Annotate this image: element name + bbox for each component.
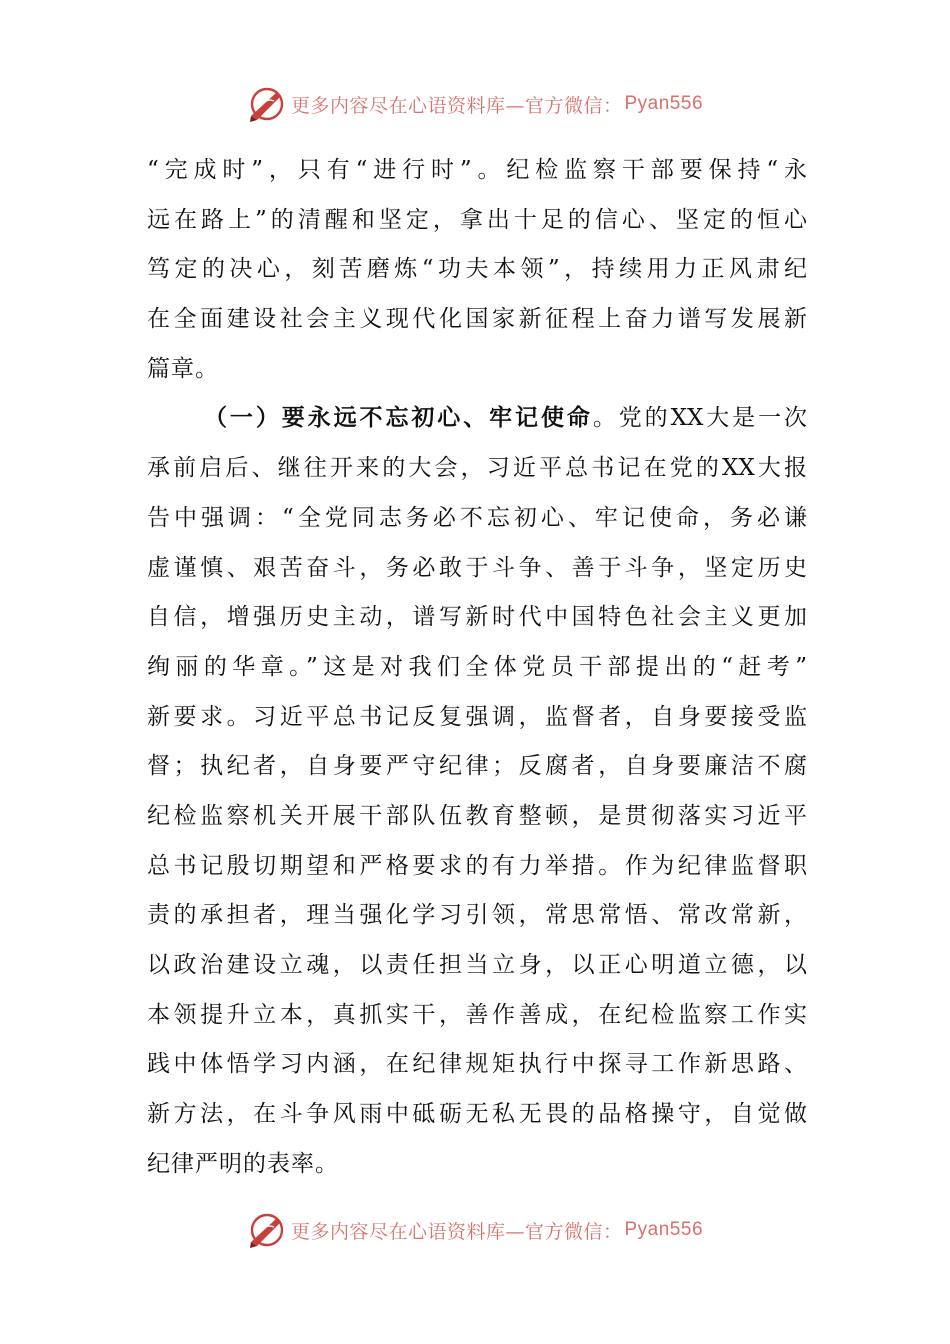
- paragraph-1: [147, 146, 807, 394]
- text-line: 笃定的决心，刻苦磨炼“功夫本领”，持续用力正风肃纪: [147, 256, 807, 283]
- text-line: 篇章。: [147, 355, 219, 382]
- text-line: 以政治建设立魂，以责任担当立身，以正心明道立德，以: [147, 952, 807, 978]
- text-line: 纪检监察机关开展干部队伍教育整顿，是贯彻落实习近平: [147, 802, 807, 829]
- text-line: 践中体悟学习内涵，在纪律规矩执行中探寻工作新思路、: [147, 1051, 807, 1078]
- pen-logo-icon: [247, 84, 287, 124]
- text-line: 告中强调：“全党同志务必不忘初心、牢记使命，务必谦: [147, 504, 807, 531]
- wechat-id: Pyan556: [624, 1219, 704, 1240]
- banner-text: 更多内容尽在心语资料库—官方微信：: [290, 94, 623, 117]
- heading-continuation: 。党的XX大是一次: [592, 405, 807, 432]
- text-line: 新要求。习近平总书记反复强调，监督者，自身要接受监: [147, 703, 807, 730]
- text-line: 总书记殷切期望和严格要求的有力举措。作为纪律监督职: [147, 852, 807, 879]
- header-banner: [0, 82, 950, 126]
- text-line: 本领提升立本，真抓实干，善作善成，在纪检监察工作实: [147, 1001, 807, 1028]
- text-line: 责的承担者，理当强化学习引领，常思常悟、常改常新，: [147, 902, 807, 929]
- paragraph-2: [147, 394, 807, 1189]
- text-line: 在全面建设社会主义现代化国家新征程上奋力谱写发展新: [147, 306, 807, 333]
- text-line: “完成时”，只有“进行时”。纪检监察干部要保持“永: [147, 157, 807, 183]
- text-line: 自信，增强历史主动，谱写新时代中国特色社会主义更加: [147, 604, 807, 631]
- section-heading: （一）要永远不忘初心、牢记使命: [204, 405, 593, 432]
- text-line: [147, 394, 807, 444]
- text-line: 承前启后、继往开来的大会，习近平总书记在党的XX大报: [147, 455, 807, 482]
- text-line: 纪律严明的表率。: [147, 1150, 339, 1177]
- text-line: 绚丽的华章。”这是对我们全体党员干部提出的“赶考”: [147, 653, 807, 680]
- banner-text: 更多内容尽在心语资料库—官方微信：: [290, 1220, 623, 1243]
- pen-logo-icon: [247, 1210, 287, 1250]
- document-body: [147, 146, 807, 1189]
- text-line: 远在路上”的清醒和坚定，拿出十足的信心、坚定的恒心: [147, 206, 807, 233]
- wechat-id: Pyan556: [624, 93, 704, 114]
- text-line: 虚谨慎、艰苦奋斗，务必敢于斗争、善于斗争，坚定历史: [147, 554, 807, 581]
- footer-banner: [0, 1208, 950, 1252]
- text-line: 新方法，在斗争风雨中砥砺无私无畏的品格操守，自觉做: [147, 1101, 807, 1128]
- text-line: 督；执纪者，自身要严守纪律；反腐者，自身要廉洁不腐: [147, 753, 807, 780]
